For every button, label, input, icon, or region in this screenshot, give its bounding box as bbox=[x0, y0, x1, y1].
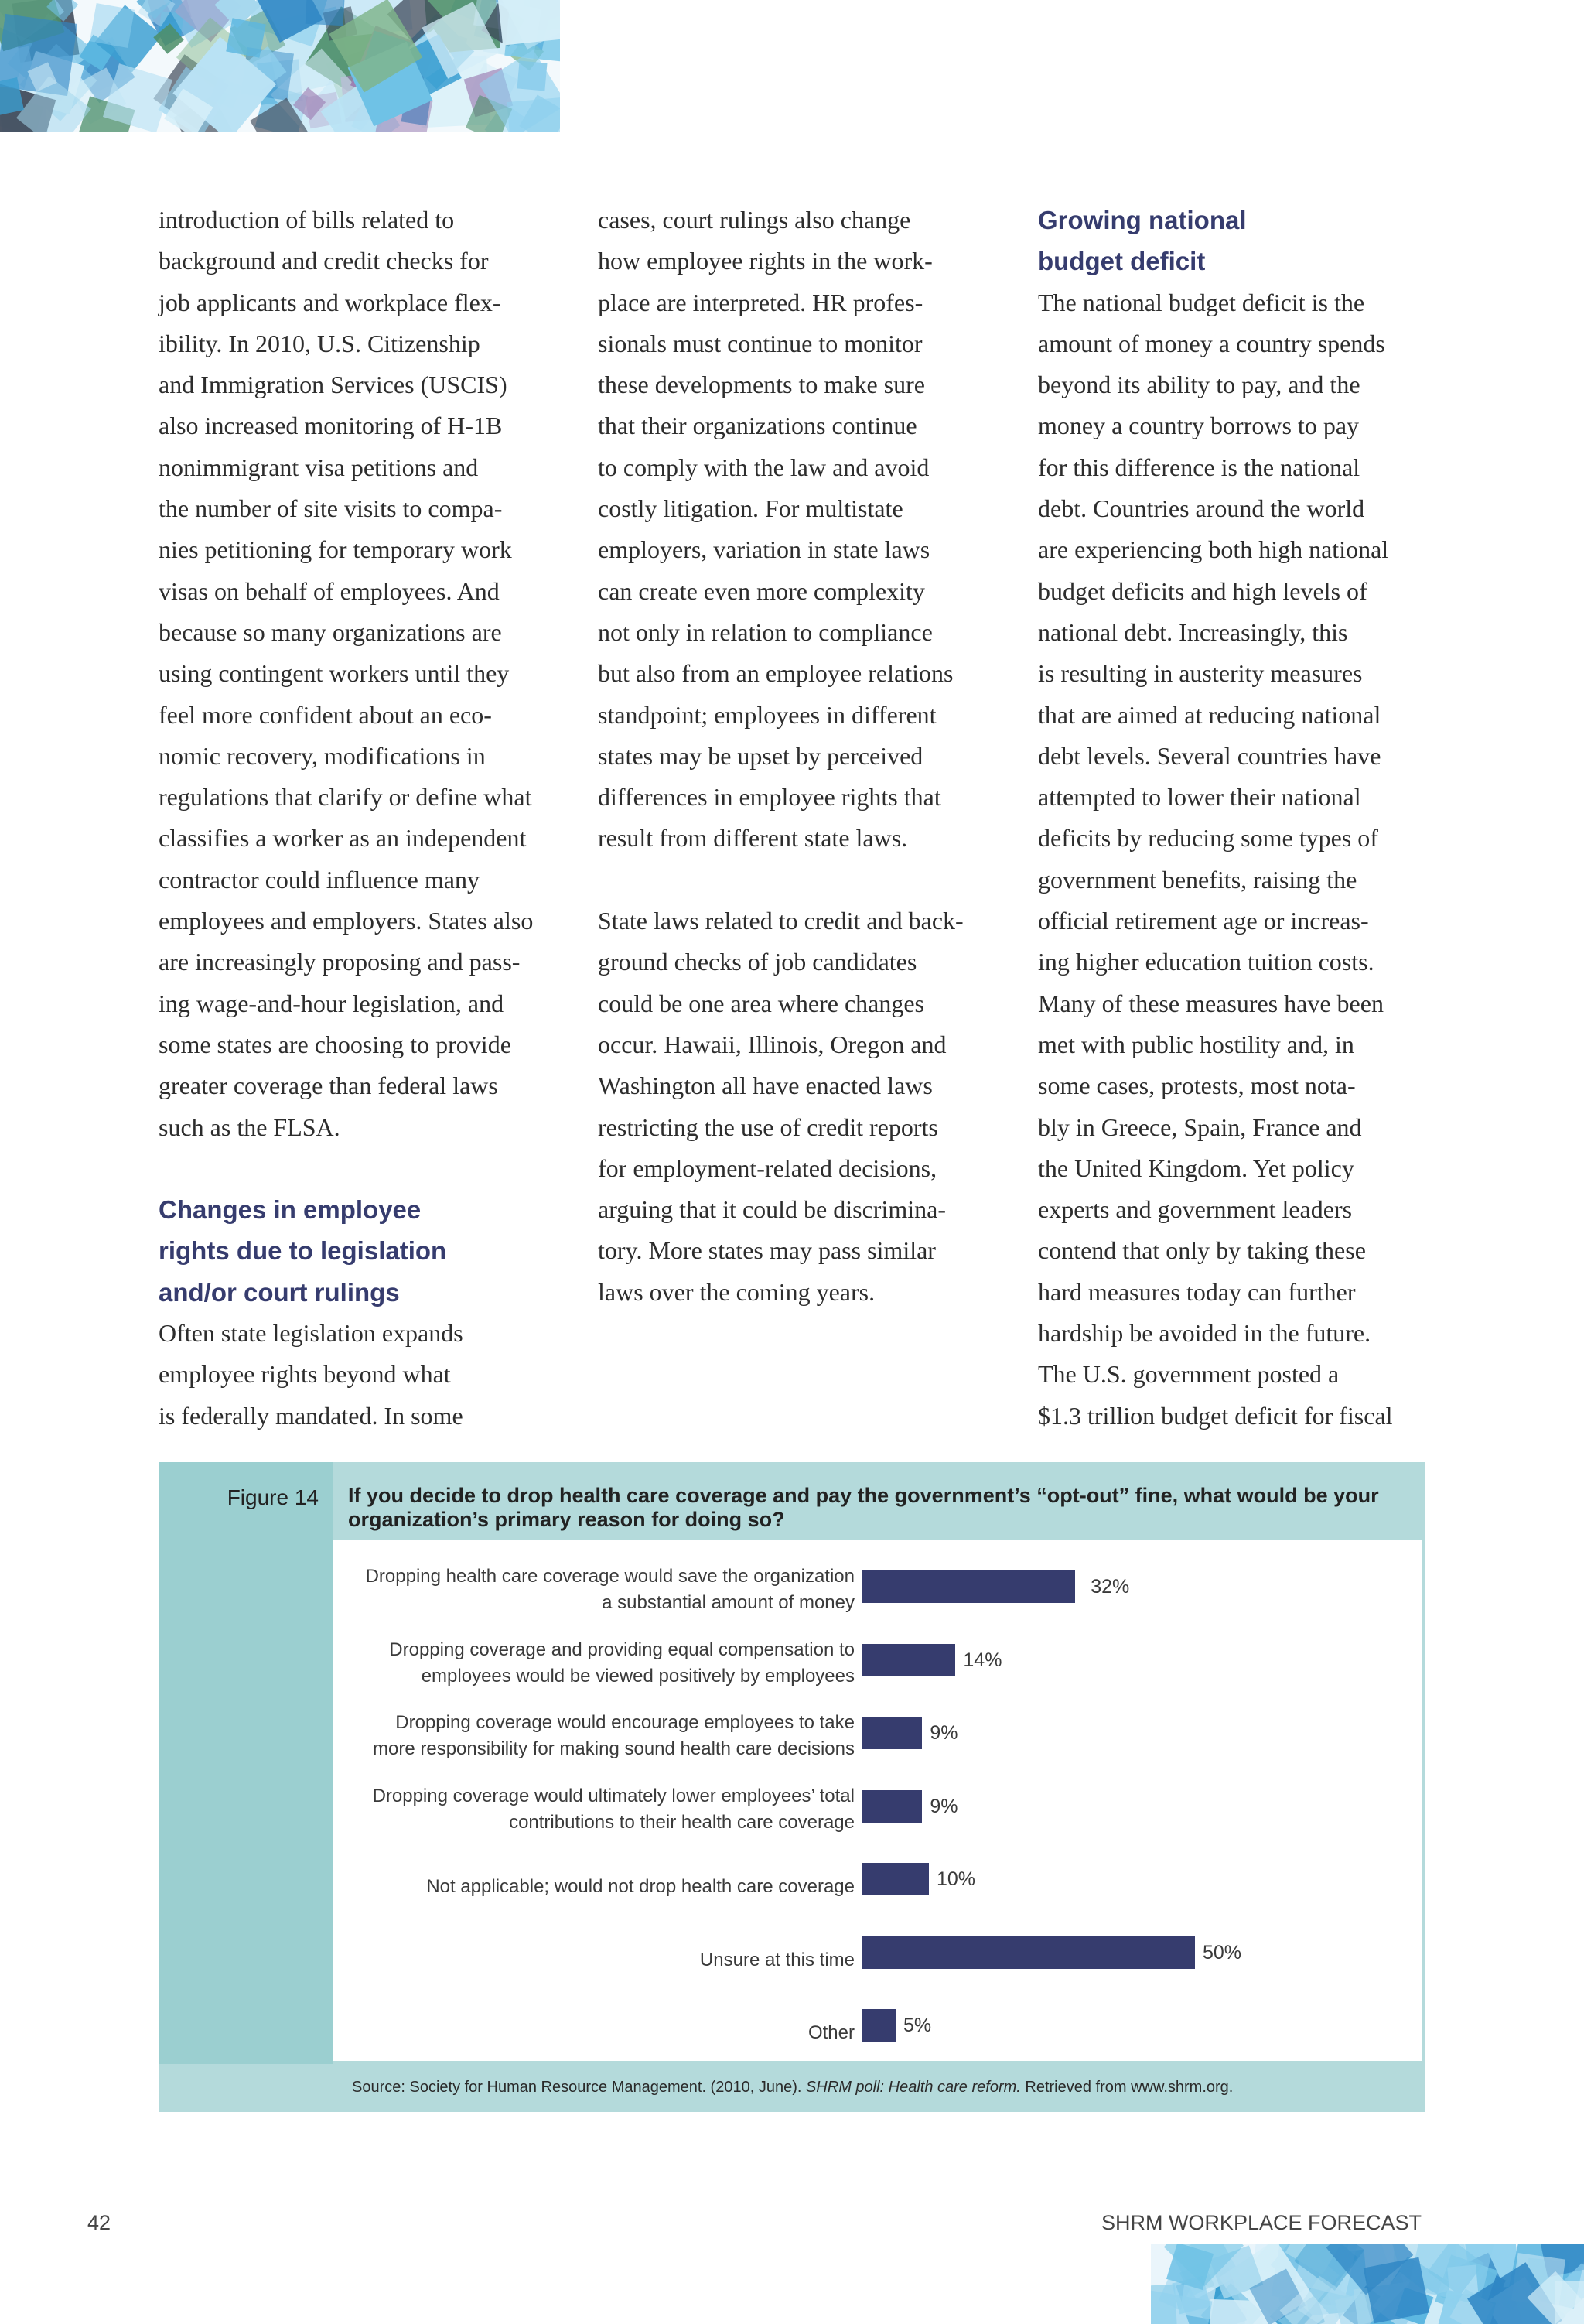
bar bbox=[862, 1717, 922, 1749]
bar bbox=[862, 1644, 955, 1676]
bar-chart bbox=[333, 1540, 1425, 2064]
body-text-line: amount of money a country spends bbox=[1038, 329, 1385, 357]
figure-sidebar bbox=[159, 1462, 333, 2064]
body-text-line: states may be upset by perceived bbox=[598, 741, 923, 770]
body-text-line: the United Kingdom. Yet policy bbox=[1038, 1153, 1354, 1182]
body-text-line: money a country borrows to pay bbox=[1038, 412, 1360, 440]
body-text-line: occur. Hawaii, Illinois, Oregon and bbox=[598, 1030, 947, 1058]
bar-value-label: 9% bbox=[930, 1722, 958, 1744]
body-text-line: ing wage-and-hour legislation, and bbox=[159, 989, 504, 1017]
body-text-line: hardship be avoided in the future. bbox=[1038, 1319, 1371, 1348]
body-text-line: contend that only by taking these bbox=[1038, 1236, 1366, 1265]
bar-category-label-line: a substantial amount of money bbox=[602, 1592, 855, 1613]
body-text-line: but also from an employee relations bbox=[598, 659, 954, 688]
section-heading-line: Changes in employee bbox=[159, 1195, 422, 1225]
bar-category-label-line: Dropping coverage and providing equal compensation to bbox=[389, 1639, 855, 1660]
body-text-line: arguing that it could be discrimina- bbox=[598, 1195, 946, 1224]
source-suffix: Retrieved from www.shrm.org. bbox=[1020, 2079, 1234, 2096]
body-text-line: these developments to make sure bbox=[598, 371, 925, 399]
bar-category-label-line: Dropping health care coverage would save the organization bbox=[365, 1566, 855, 1587]
body-text-line: could be one area where changes bbox=[598, 989, 924, 1017]
body-text-line: not only in relation to compliance bbox=[598, 617, 933, 646]
body-text-line: background and credit checks for bbox=[159, 247, 489, 275]
decorative-mosaic-bottom bbox=[1151, 2244, 1584, 2324]
body-text-line: ibility. In 2010, U.S. Citizenship bbox=[159, 329, 480, 357]
body-text-line: because so many organizations are bbox=[159, 617, 502, 646]
body-text-line: that their organizations continue bbox=[598, 412, 917, 440]
body-text-line: restricting the use of credit reports bbox=[598, 1112, 938, 1141]
body-text-line: are increasingly proposing and pass- bbox=[159, 948, 521, 976]
mosaic-tile bbox=[306, 0, 345, 26]
bar bbox=[862, 1863, 929, 1895]
body-text-line: official retirement age or increas- bbox=[1038, 907, 1369, 935]
body-text-line: some states are choosing to provide bbox=[159, 1030, 511, 1058]
body-text-line: are experiencing both high national bbox=[1038, 535, 1389, 564]
body-text-line: employees and employers. States also bbox=[159, 907, 534, 935]
body-text-line: that are aimed at reducing national bbox=[1038, 700, 1381, 729]
body-text-line: bly in Greece, Spain, France and bbox=[1038, 1112, 1362, 1141]
section-heading-line: budget deficit bbox=[1038, 247, 1206, 276]
figure-label: Figure 14 bbox=[227, 1485, 319, 1509]
body-text-line: Washington all have enacted laws bbox=[598, 1071, 933, 1100]
bar bbox=[862, 1790, 922, 1823]
body-text-line: debt. Countries around the world bbox=[1038, 494, 1365, 523]
bar bbox=[862, 1570, 1075, 1603]
bar-category-label-line: Dropping coverage would encourage employees to take bbox=[395, 1712, 855, 1733]
paragraph-gap bbox=[598, 860, 1000, 901]
mosaic-tile bbox=[90, 3, 135, 48]
body-text-line: employee rights beyond what bbox=[159, 1360, 451, 1389]
text-column-3 bbox=[1038, 200, 1448, 1437]
figure-header bbox=[333, 1462, 1425, 1540]
bar-value-label: 32% bbox=[1091, 1576, 1130, 1598]
bar-category-label-line: Not applicable; would not drop health care coverage bbox=[426, 1876, 855, 1897]
body-text-line: for this difference is the national bbox=[1038, 453, 1360, 481]
body-text-line: sionals must continue to monitor bbox=[598, 329, 923, 357]
body-text-line: nies petitioning for temporary work bbox=[159, 535, 512, 564]
body-text-line: employers, variation in state laws bbox=[598, 535, 930, 564]
body-text-line: feel more confident about an eco- bbox=[159, 700, 492, 729]
body-text-line: also increased monitoring of H-1B bbox=[159, 412, 503, 440]
figure-source-band bbox=[159, 2064, 1425, 2112]
text-column-1 bbox=[159, 200, 561, 1437]
body-text-line: such as the FLSA. bbox=[159, 1112, 340, 1141]
bar-category-label bbox=[352, 1783, 855, 1836]
bar-category-label bbox=[352, 1710, 855, 1762]
figure-14 bbox=[159, 1462, 1425, 2112]
body-text-line: nomic recovery, modifications in bbox=[159, 741, 486, 770]
body-text-line: The U.S. government posted a bbox=[1038, 1360, 1340, 1389]
body-text-line: costly litigation. For multistate bbox=[598, 494, 903, 523]
bar-category-label-line: Unsure at this time bbox=[699, 1949, 855, 1970]
body-text-line: hard measures today can further bbox=[1038, 1277, 1356, 1306]
body-text-line: Many of these measures have been bbox=[1038, 989, 1384, 1017]
bar-category-label-line: more responsibility for making sound health care decisions bbox=[373, 1738, 855, 1759]
body-text-line: regulations that clarify or define what bbox=[159, 783, 532, 812]
bar-value-label: 50% bbox=[1203, 1941, 1242, 1963]
body-text-line: the number of site visits to compa- bbox=[159, 494, 503, 523]
body-text-line: laws over the coming years. bbox=[598, 1277, 876, 1306]
section-heading-line: rights due to legislation bbox=[159, 1236, 447, 1266]
body-text-line: can create even more complexity bbox=[598, 576, 925, 605]
body-text-line: using contingent workers until they bbox=[159, 659, 510, 688]
body-text-line: place are interpreted. HR profes- bbox=[598, 288, 923, 316]
body-text-line: contractor could influence many bbox=[159, 865, 480, 894]
body-text-line: some cases, protests, most nota- bbox=[1038, 1071, 1356, 1100]
bar-value-label: 5% bbox=[903, 2015, 932, 2036]
body-text-line: attempted to lower their national bbox=[1038, 783, 1361, 812]
figure-title: If you decide to drop health care coverage and pay the government’s “opt-out” fine, what would be your organization’s primary reason for doing so? bbox=[348, 1484, 1379, 1531]
body-text-line: deficits by reducing some types of bbox=[1038, 824, 1378, 853]
body-text-line: tory. More states may pass similar bbox=[598, 1236, 936, 1265]
body-text-line: job applicants and workplace flex- bbox=[159, 288, 501, 316]
bar-value-label: 10% bbox=[937, 1868, 976, 1890]
body-text-line: Often state legislation expands bbox=[159, 1319, 463, 1348]
body-text-line: $1.3 trillion budget deficit for fiscal bbox=[1038, 1401, 1393, 1430]
body-text-line: ing higher education tuition costs. bbox=[1038, 948, 1374, 976]
body-text-line: result from different state laws. bbox=[598, 824, 908, 853]
body-text-line: cases, court rulings also change bbox=[598, 206, 911, 234]
section-heading-line: and/or court rulings bbox=[159, 1277, 400, 1307]
body-text-line: for employment-related decisions, bbox=[598, 1153, 937, 1182]
bar-value-label: 14% bbox=[963, 1649, 1002, 1671]
paragraph-gap bbox=[159, 1148, 561, 1189]
body-text-line: ground checks of job candidates bbox=[598, 948, 917, 976]
body-text-line: and Immigration Services (USCIS) bbox=[159, 371, 507, 399]
page-number: 42 bbox=[87, 2211, 111, 2234]
decorative-mosaic-top bbox=[0, 0, 560, 132]
bar bbox=[862, 2009, 896, 2042]
body-text-line: met with public hostility and, in bbox=[1038, 1030, 1354, 1058]
body-text-line: nonimmigrant visa petitions and bbox=[159, 453, 479, 481]
bar-category-label bbox=[352, 2020, 855, 2046]
body-text-line: experts and government leaders bbox=[1038, 1195, 1353, 1224]
body-text-line: introduction of bills related to bbox=[159, 206, 455, 234]
text-column-2 bbox=[598, 200, 1000, 1313]
body-text-line: national debt. Increasingly, this bbox=[1038, 617, 1348, 646]
body-text-line: visas on behalf of employees. And bbox=[159, 576, 500, 605]
body-text-line: how employee rights in the work- bbox=[598, 247, 933, 275]
bar-category-label bbox=[352, 1564, 855, 1616]
bar-category-label-line: contributions to their health care coverage bbox=[509, 1811, 855, 1833]
body-text-line: standpoint; employees in different bbox=[598, 700, 937, 729]
body-text-line: debt levels. Several countries have bbox=[1038, 741, 1381, 770]
bar-category-label-line: employees would be viewed positively by employees bbox=[421, 1665, 855, 1687]
source-prefix: Source: Society for Human Resource Management. (2010, June). bbox=[352, 2079, 806, 2096]
body-text-line: budget deficits and high levels of bbox=[1038, 576, 1367, 605]
body-text-line: government benefits, raising the bbox=[1038, 865, 1357, 894]
bar-category-label bbox=[352, 1874, 855, 1900]
body-text-line: is resulting in austerity measures bbox=[1038, 659, 1363, 688]
bar-category-label bbox=[352, 1637, 855, 1690]
body-text-line: State laws related to credit and back- bbox=[598, 907, 964, 935]
bar-value-label: 9% bbox=[930, 1795, 958, 1817]
publication-title: SHRM WORKPLACE FORECAST bbox=[1101, 2211, 1422, 2234]
bar-category-label-line: Dropping coverage would ultimately lower employees’ total bbox=[372, 1785, 855, 1806]
body-text-line: The national budget deficit is the bbox=[1038, 288, 1365, 316]
mosaic-tile bbox=[226, 19, 265, 58]
mosaic-tile bbox=[1209, 2299, 1263, 2324]
bar-category-label bbox=[352, 1947, 855, 1974]
figure-source bbox=[352, 2079, 1233, 2097]
source-title: SHRM poll: Health care reform. bbox=[805, 2079, 1021, 2096]
body-text-line: is federally mandated. In some bbox=[159, 1401, 463, 1430]
section-heading-line: Growing national bbox=[1038, 206, 1247, 234]
body-text-line: greater coverage than federal laws bbox=[159, 1071, 498, 1100]
body-text-line: to comply with the law and avoid bbox=[598, 453, 930, 481]
body-text-line: beyond its ability to pay, and the bbox=[1038, 371, 1360, 399]
bar-category-label-line: Other bbox=[807, 2022, 855, 2043]
mosaic-tile bbox=[495, 0, 560, 46]
body-text-line: classifies a worker as an independent bbox=[159, 824, 527, 853]
body-text-line: differences in employee rights that bbox=[598, 783, 941, 812]
bar bbox=[862, 1936, 1195, 1969]
